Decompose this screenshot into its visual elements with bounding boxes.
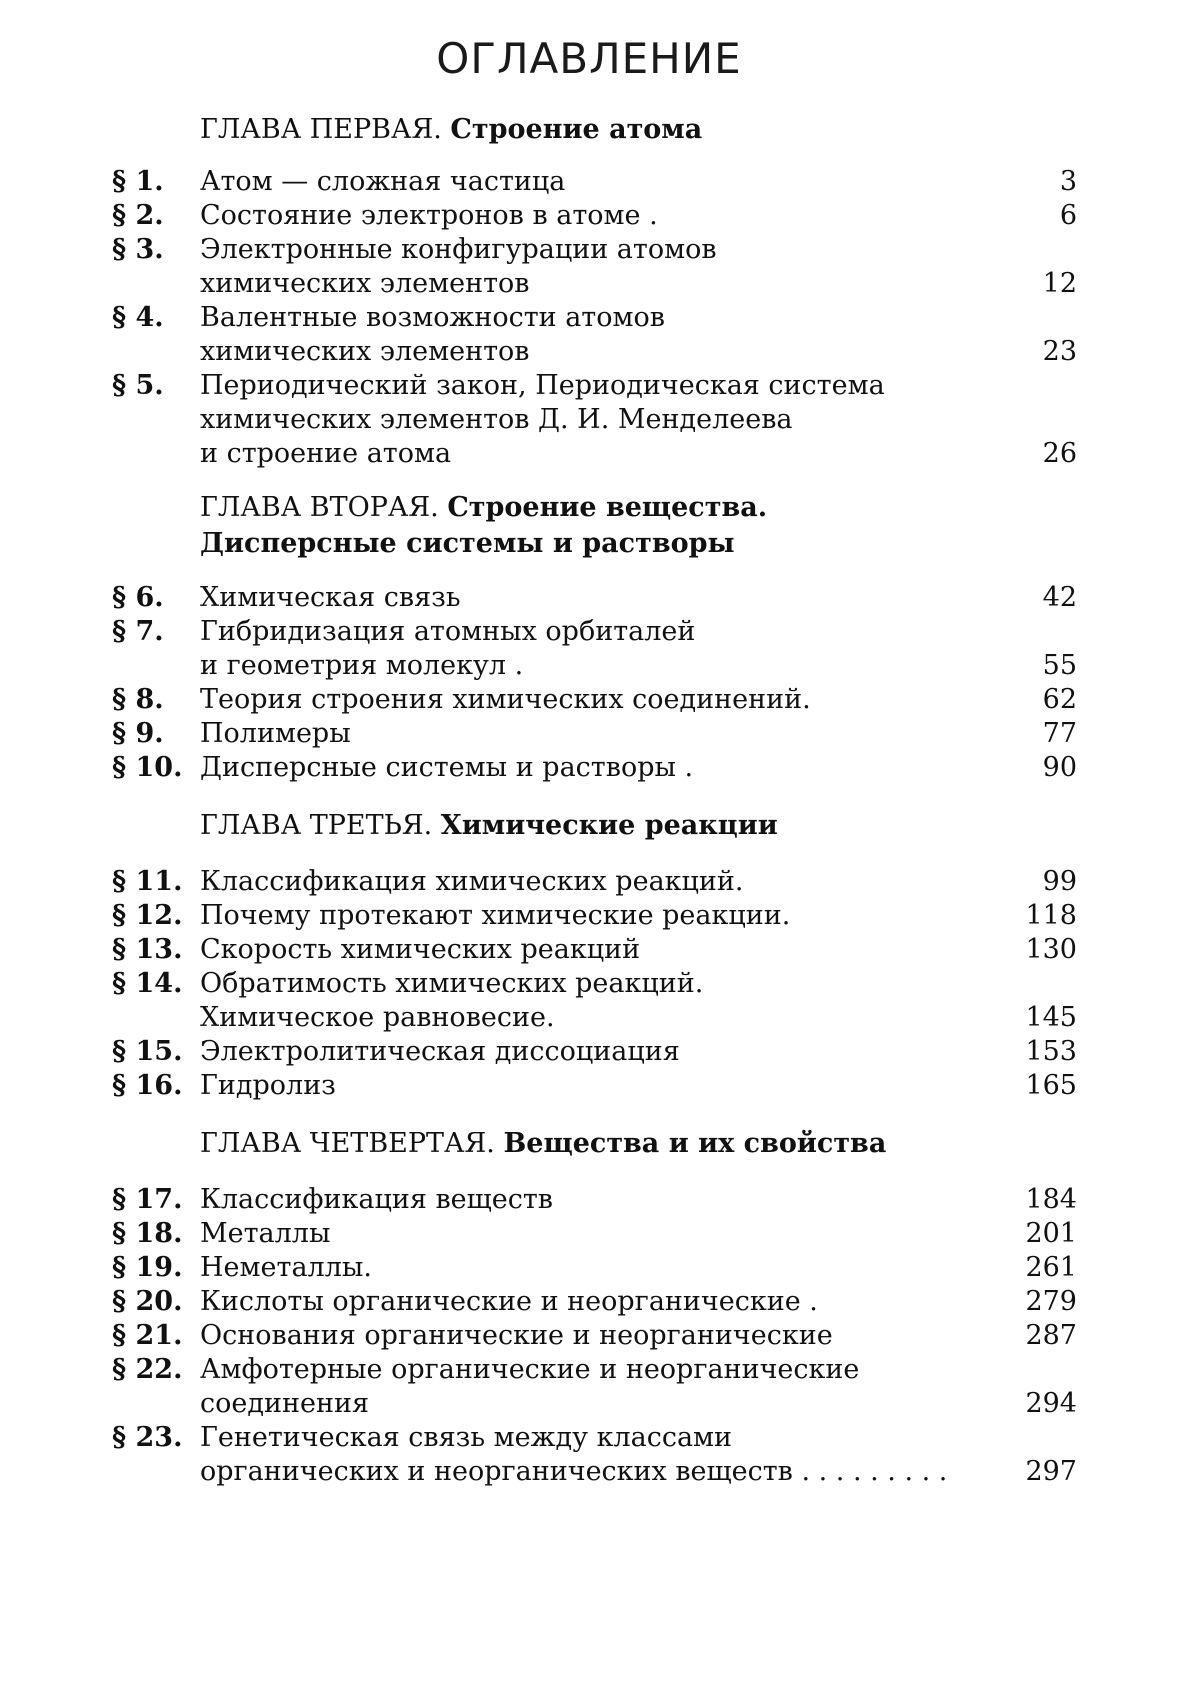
entry-number: § 11. — [112, 866, 183, 897]
toc-entry-21[interactable] — [112, 1318, 1077, 1354]
page-title: ОГЛАВЛЕНИЕ — [436, 34, 742, 83]
chapter-name-line2: Дисперсные системы и растворы — [200, 528, 735, 559]
entry-page: 118 — [1025, 900, 1077, 931]
entry-number: § 6. — [112, 582, 164, 613]
entry-title: Амфотерные органические и неорганические — [200, 1354, 860, 1385]
entry-page: 294 — [1025, 1388, 1077, 1419]
entry-title: Почему протекают химические реакции. — [200, 900, 791, 931]
entry-number: § 21. — [112, 1320, 183, 1351]
entry-title: Скорость химических реакций — [200, 934, 641, 965]
toc-entry-5-cont[interactable] — [112, 402, 1077, 438]
entry-page: 297 — [1025, 1456, 1077, 1487]
entry-title: Состояние электронов в атоме . — [200, 200, 658, 231]
entry-page: 201 — [1025, 1218, 1077, 1249]
entry-page: 62 — [1042, 684, 1077, 715]
entry-number: § 22. — [112, 1354, 183, 1385]
entry-page: 26 — [1042, 438, 1077, 469]
entry-page: 12 — [1042, 268, 1077, 299]
entry-title: Атом — сложная частица — [200, 166, 566, 197]
entry-number: § 14. — [112, 968, 183, 999]
toc-entry-3-cont[interactable] — [112, 266, 1077, 302]
toc-entry-6[interactable] — [112, 580, 1077, 616]
entry-number: § 20. — [112, 1286, 183, 1317]
entry-number: § 13. — [112, 934, 183, 965]
entry-title: Металлы — [200, 1218, 331, 1249]
entry-number: § 19. — [112, 1252, 183, 1283]
entry-title: Обратимость химических реакций. — [200, 968, 704, 999]
chapter-name: Строение атома — [450, 114, 703, 145]
entry-number: § 5. — [112, 370, 164, 401]
entry-title-cont: химических элементов — [200, 336, 530, 367]
toc-entry-2[interactable] — [112, 198, 1077, 234]
chapter-4-heading — [200, 1126, 1100, 1162]
toc-entry-22[interactable] — [112, 1352, 1077, 1388]
entry-page: 42 — [1042, 582, 1077, 613]
entry-title-cont: соединения — [200, 1388, 369, 1419]
toc-entry-14-cont[interactable] — [112, 1000, 1077, 1036]
toc-entry-4[interactable] — [112, 300, 1077, 336]
chapter-3-heading — [200, 808, 1100, 844]
chapter-prefix: ГЛАВА ЧЕТВЕРТАЯ. — [200, 1128, 495, 1159]
entry-title: Валентные возможности атомов — [200, 302, 665, 333]
entry-number: § 12. — [112, 900, 183, 931]
entry-title: Электролитическая диссоциация — [200, 1036, 680, 1067]
chapter-name: Вещества и их свойства — [503, 1128, 887, 1159]
entry-number: § 1. — [112, 166, 164, 197]
entry-title-cont: Химическое равновесие. — [200, 1002, 555, 1033]
entry-title-cont: и геометрия молекул . — [200, 650, 524, 681]
entry-title-cont: химических элементов — [200, 268, 530, 299]
toc-entry-14[interactable] — [112, 966, 1077, 1002]
entry-title: Классификация веществ — [200, 1184, 553, 1215]
entry-number: § 9. — [112, 718, 164, 749]
entry-title: Гидролиз — [200, 1070, 336, 1101]
entry-title: Полимеры — [200, 718, 351, 749]
chapter-prefix: ГЛАВА ВТОРАЯ. — [200, 492, 439, 523]
entry-title: Неметаллы. — [200, 1252, 372, 1283]
entry-title: Кислоты органические и неорганические . — [200, 1286, 818, 1317]
entry-title: Химическая связь — [200, 582, 461, 613]
entry-title-cont: и строение атома — [200, 438, 452, 469]
chapter-prefix: ГЛАВА ТРЕТЬЯ. — [200, 810, 433, 841]
entry-title: Гибридизация атомных орбиталей — [200, 616, 696, 647]
entry-number: § 16. — [112, 1070, 183, 1101]
toc-entry-8[interactable] — [112, 682, 1077, 718]
entry-title: Теория строения химических соединений. — [200, 684, 811, 715]
toc-entry-7[interactable] — [112, 614, 1077, 650]
entry-page: 184 — [1025, 1184, 1077, 1215]
toc-entry-3[interactable] — [112, 232, 1077, 268]
entry-title: Генетическая связь между классами — [200, 1422, 733, 1453]
entry-page: 55 — [1042, 650, 1077, 681]
entry-page: 6 — [1059, 200, 1077, 231]
entry-title-cont: органических и неорганических веществ . . . . . . . . . — [200, 1456, 948, 1487]
toc-entry-13[interactable] — [112, 932, 1077, 968]
toc-entry-10[interactable] — [112, 750, 1077, 786]
entry-number: § 3. — [112, 234, 164, 265]
entry-page: 90 — [1042, 752, 1077, 783]
entry-number: § 17. — [112, 1184, 183, 1215]
entry-title-cont: химических элементов Д. И. Менделеева — [200, 404, 793, 435]
chapter-name: Строение вещества. — [447, 492, 768, 523]
toc-entry-5[interactable] — [112, 368, 1077, 404]
entry-title: Дисперсные системы и растворы . — [200, 752, 694, 783]
entry-title: Классификация химических реакций. — [200, 866, 744, 897]
entry-page: 3 — [1059, 166, 1077, 197]
entry-page: 99 — [1042, 866, 1077, 897]
toc-entry-17[interactable] — [112, 1182, 1077, 1218]
entry-number: § 15. — [112, 1036, 183, 1067]
toc-entry-15[interactable] — [112, 1034, 1077, 1070]
toc-entry-4-cont[interactable] — [112, 334, 1077, 370]
entry-number: § 2. — [112, 200, 164, 231]
toc-entry-7-cont[interactable] — [112, 648, 1077, 684]
chapter-prefix: ГЛАВА ПЕРВАЯ. — [200, 114, 442, 145]
entry-number: § 18. — [112, 1218, 183, 1249]
toc-entry-1[interactable] — [112, 164, 1077, 200]
chapter-2-heading — [200, 490, 1100, 562]
entry-number: § 8. — [112, 684, 164, 715]
entry-number: § 7. — [112, 616, 164, 647]
entry-page: 77 — [1042, 718, 1077, 749]
toc-entry-22-cont[interactable] — [112, 1386, 1077, 1422]
entry-page: 130 — [1025, 934, 1077, 965]
chapter-name: Химические реакции — [440, 810, 778, 841]
entry-page: 23 — [1042, 336, 1077, 367]
entry-number: § 10. — [112, 752, 183, 783]
toc-entry-12[interactable] — [112, 898, 1077, 934]
entry-page: 287 — [1025, 1320, 1077, 1351]
entry-page: 145 — [1025, 1002, 1077, 1033]
toc-entry-19[interactable] — [112, 1250, 1077, 1286]
toc-entry-20[interactable] — [112, 1284, 1077, 1320]
entry-page: 261 — [1025, 1252, 1077, 1283]
entry-title: Периодический закон, Периодическая система — [200, 370, 885, 401]
toc-entry-16[interactable] — [112, 1068, 1077, 1104]
toc-entry-5-cont2[interactable] — [112, 436, 1077, 472]
entry-title: Основания органические и неорганические — [200, 1320, 833, 1351]
entry-title: Электронные конфигурации атомов — [200, 234, 717, 265]
toc-entry-11[interactable] — [112, 864, 1077, 900]
toc-entry-23[interactable] — [112, 1420, 1077, 1456]
entry-page: 153 — [1025, 1036, 1077, 1067]
toc-entry-23-cont[interactable] — [112, 1454, 1077, 1490]
chapter-1-heading — [200, 112, 1100, 148]
entry-number: § 4. — [112, 302, 164, 333]
entry-page: 165 — [1025, 1070, 1077, 1101]
toc-entry-18[interactable] — [112, 1216, 1077, 1252]
entry-page: 279 — [1025, 1286, 1077, 1317]
entry-number: § 23. — [112, 1422, 183, 1453]
toc-entry-9[interactable] — [112, 716, 1077, 752]
